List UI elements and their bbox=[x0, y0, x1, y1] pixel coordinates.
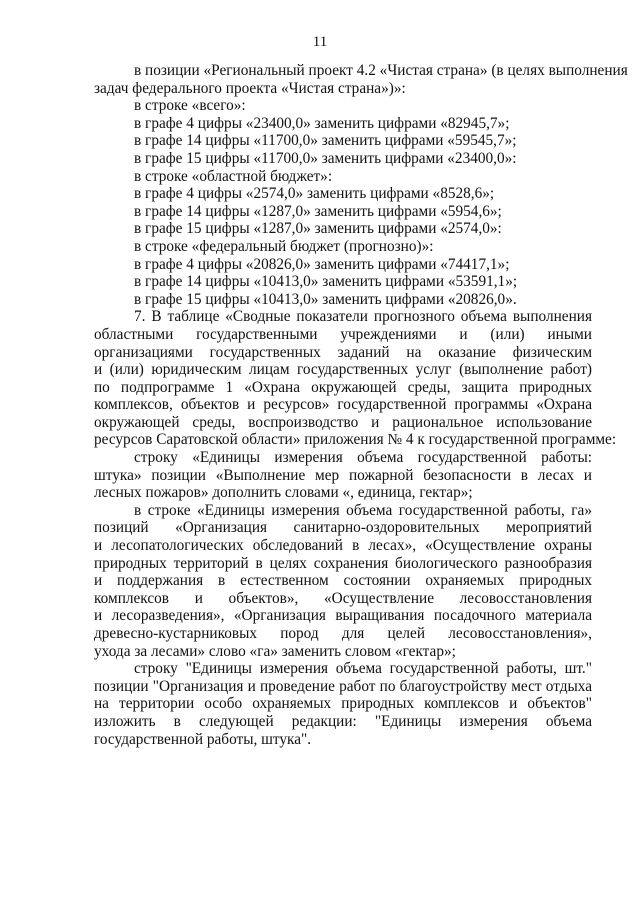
text-line: и лесопатологических обследований в лесах», «Осуществление охраны bbox=[94, 537, 592, 555]
text-line: природных территорий в целях сохранения биологического разнообразия bbox=[94, 554, 592, 572]
text-line: в графе 14 цифры «11700,0» заменить цифрами «59545,7»; bbox=[134, 132, 517, 150]
text-line: позиций «Организация санитарно-оздоровительных мероприятий bbox=[94, 519, 592, 537]
text-line: позиции "Организация и проведение работ по благоустройству мест отдыха bbox=[94, 677, 592, 695]
text-line: изложить в следующей редакции: "Единицы измерения объема bbox=[94, 712, 592, 730]
text-line: 7. В таблице «Сводные показатели прогнозного объема выполнения bbox=[134, 308, 592, 326]
text-line: в графе 14 цифры «10413,0» заменить цифрами «53591,1»; bbox=[134, 273, 518, 291]
text-line: комплексов, объектов и ресурсов» государственной программы «Охрана bbox=[94, 396, 592, 414]
text-line: в графе 14 цифры «1287,0» заменить цифрами «5954,6»; bbox=[134, 202, 502, 220]
text-line: лесных пожаров» дополнить словами «, единица, гектар»; bbox=[94, 484, 473, 502]
text-line: и (или) юридическим лицам государственных услуг (выполнение работ) bbox=[94, 361, 592, 379]
text-line: в графе 15 цифры «10413,0» заменить цифрами «20826,0». bbox=[134, 290, 517, 308]
text-line: в позиции «Региональный проект 4.2 «Чистая страна» (в целях выполнения bbox=[134, 62, 628, 79]
text-line: в графе 4 цифры «20826,0» заменить цифрами «74417,1»; bbox=[134, 255, 510, 273]
text-line: в графе 15 цифры «11700,0» заменить цифрами «23400,0»: bbox=[134, 149, 517, 167]
text-line: по подпрограмме 1 «Охрана окружающей среды, защита природных bbox=[94, 378, 592, 396]
text-line: в строке «областной бюджет»: bbox=[134, 167, 333, 185]
page-number: 11 bbox=[312, 34, 328, 50]
text-line: и поддержания в естественном состоянии охраняемых природных bbox=[94, 572, 592, 590]
text-line: задач федерального проекта «Чистая страна»)»: bbox=[94, 79, 406, 97]
text-line: областными государственными учреждениями и (или) иными bbox=[94, 325, 592, 343]
text-line: древесно-кустарниковых пород для целей лесовосстановления», bbox=[94, 625, 592, 642]
text-line: государственной работы, штука". bbox=[94, 730, 312, 748]
text-line: ресурсов Саратовской области» приложения № 4 к государственной программе: bbox=[94, 431, 617, 449]
text-line: организациями государственных заданий на оказание физическим bbox=[94, 343, 592, 361]
text-line: в строке «всего»: bbox=[134, 97, 246, 115]
text-line: ухода за лесами» слово «га» заменить словом «гектар»; bbox=[94, 642, 456, 660]
text-line: и лесоразведения», «Организация выращивания посадочного материала bbox=[94, 607, 592, 625]
text-line: строку «Единицы измерения объема государственной работы: bbox=[134, 449, 592, 467]
text-line: в строке «федеральный бюджет (прогнозно)»: bbox=[134, 237, 434, 255]
text-line: штука» позиции «Выполнение мер пожарной безопасности в лесах и bbox=[94, 466, 592, 484]
text-line: строку "Единицы измерения объема государственной работы, шт." bbox=[134, 660, 592, 678]
text-line: окружающей среды, воспроизводство и рациональное использование bbox=[94, 413, 592, 431]
text-line: комплексов и объектов», «Осуществление лесовосстановления bbox=[94, 589, 592, 607]
text-line: в строке «Единицы измерения объема государственной работы, га» bbox=[134, 501, 592, 519]
document-body bbox=[94, 62, 628, 748]
text-line: в графе 4 цифры «23400,0» заменить цифрами «82945,7»; bbox=[134, 114, 510, 132]
text-line: в графе 4 цифры «2574,0» заменить цифрами «8528,6»; bbox=[134, 185, 495, 203]
text-line: на территории особо охраняемых природных комплексов и объектов" bbox=[94, 695, 592, 713]
text-line: в графе 15 цифры «1287,0» заменить цифрами «2574,0»: bbox=[134, 220, 502, 238]
